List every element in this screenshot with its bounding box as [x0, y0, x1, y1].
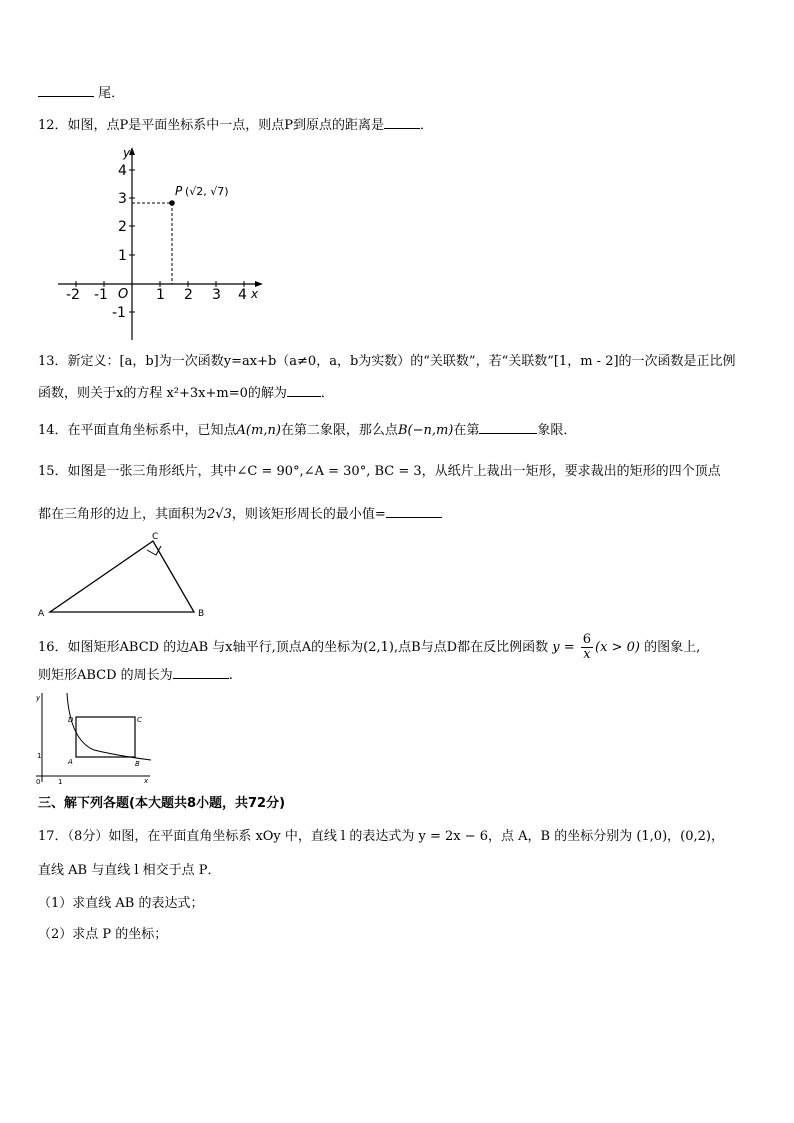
answer-blank: [384, 116, 420, 129]
y-tick-label: -1: [112, 305, 126, 321]
y-tick-label: 4: [118, 163, 127, 179]
q17-line1: 17．（8分）如图，在平面直角坐标系 xOy 中，直线 l 的表达式为 y = 2x − 6，点 A，B 的坐标分别为 (1,0)，(0,2)，: [38, 829, 724, 844]
q12-text: 12．如图，点P是平面坐标系中一点，则点P到原点的距离是: [38, 118, 385, 133]
func-lhs: y =: [552, 640, 575, 655]
q13-text2: 函数，则关于x的方程 x²+3x+m=0的解为: [38, 386, 287, 401]
answer-blank: [287, 384, 321, 397]
answer-blank: [386, 505, 442, 518]
q16-line1: [38, 628, 700, 668]
q15-line2: [38, 505, 442, 524]
q17-sub1: （1）求直线 AB 的表达式；: [38, 896, 204, 911]
answer-blank: [173, 666, 229, 679]
func-numerator: 6: [582, 632, 592, 647]
q17-sub2: （2）求点 P 的坐标；: [38, 927, 168, 942]
hyperbola-curve: [67, 693, 151, 760]
q17-line2: 直线 AB 与直线 l 相交于点 P．: [38, 863, 221, 878]
q13-line1: [38, 353, 736, 371]
vertex-b-label: B: [198, 609, 205, 619]
y-tick-label: 3: [118, 191, 127, 207]
answer-blank: [479, 421, 537, 434]
x-tick-label: 1: [156, 287, 165, 303]
vertex-b-label: B: [135, 760, 140, 768]
triangle-abc: [50, 541, 194, 612]
vertex-c-label: C: [152, 532, 159, 542]
q16-end: .: [228, 668, 233, 683]
section-3-heading: 三、解下列各题(本大题共8小题，共72分): [38, 796, 286, 811]
q14-line: [38, 421, 576, 440]
q13-end: ．: [320, 386, 334, 401]
vertex-c-label: C: [137, 716, 142, 724]
q14-text-mid: 在第二象限，那么点: [280, 423, 398, 438]
origin-label: O: [118, 287, 129, 302]
vertex-a-label: A: [38, 609, 45, 619]
rectangle-abcd: [76, 717, 135, 757]
right-angle-mark: [147, 546, 161, 555]
x-tick-label: -1: [94, 287, 108, 303]
q16-text2: 则矩形ABCD 的周长为: [38, 668, 173, 683]
q11-tail-line: [38, 84, 124, 103]
q15-text2: 都在三角形的边上，其面积为: [38, 507, 208, 522]
q14-text-post: 在第: [453, 423, 480, 438]
q15-line1: [38, 463, 721, 481]
q14-point-a: A(m,n): [236, 423, 281, 438]
x-tick-label: 4: [238, 287, 247, 303]
q13-line2: [38, 384, 334, 403]
q15-text3: ，则该矩形周长的最小值=: [231, 507, 386, 522]
q16-line2: [38, 666, 233, 685]
y-tick-label: 1: [118, 248, 127, 264]
func-domain: (x > 0): [595, 640, 640, 655]
q15-text: 15．如图是一张三角形纸片，其中∠C = 90°,∠A = 30°, BC = 3，从纸片上裁出一矩形，要求裁出的矩形的四个顶点: [38, 464, 721, 479]
answer-blank: [38, 84, 94, 97]
point-p-label: P: [175, 184, 183, 198]
q14-end: 象限．: [537, 423, 577, 438]
q14-text: 14．在平面直角坐标系中，已知点: [38, 423, 237, 438]
q11-tail-text: 尾．: [98, 86, 125, 101]
x-tick-label: 3: [212, 287, 221, 303]
q12-line: [38, 116, 433, 135]
q15-area: 2√3: [207, 507, 232, 522]
func-denominator: x: [583, 647, 591, 662]
x-axis-label: x: [251, 287, 259, 301]
point-p-coord: (√2, √7): [185, 185, 229, 198]
q12-coordinate-figure: [55, 145, 265, 345]
point-p: [169, 200, 175, 206]
vertex-a-label: A: [68, 758, 73, 766]
y-tick-label: 2: [118, 219, 127, 235]
x-tick-label: -2: [66, 287, 80, 303]
q14-point-b: B(−n,m): [397, 423, 454, 438]
y-one-label: 1: [37, 752, 42, 760]
q13-text: 13．新定义：[a，b]为一次函数y=ax+b（a≠0，a，b为实数）的“关联数”，若“关联数”[1，m - 2]的一次函数是正比例: [38, 354, 736, 369]
func-fraction: [581, 633, 593, 662]
q16-rectangle-figure: [34, 690, 154, 790]
q16-text: 16．如图矩形ABCD 的边AB 与x轴平行,顶点A的坐标为(2,1),点B与点D都在反比例函数: [38, 640, 549, 655]
vertex-d-label: D: [68, 716, 74, 724]
q15-triangle-figure: [36, 530, 216, 620]
x-tick-label: 2: [184, 287, 193, 303]
q16-text-post: 的图象上,: [644, 640, 701, 655]
x-axis-label: x: [144, 777, 149, 785]
origin-label: 0: [36, 778, 41, 786]
q12-end: ．: [420, 118, 434, 133]
x-one-label: 1: [58, 778, 63, 786]
y-axis-label: y: [123, 146, 131, 160]
y-axis-label: y: [36, 694, 41, 702]
